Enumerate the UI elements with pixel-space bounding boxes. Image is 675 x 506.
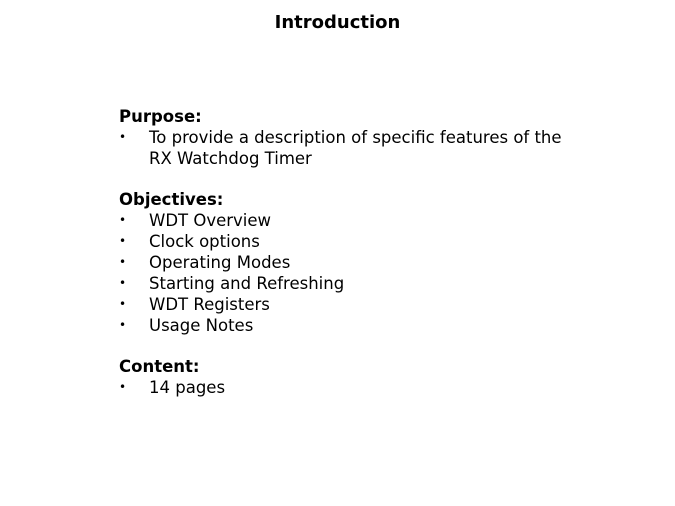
section-spacer [119, 336, 569, 356]
purpose-list [119, 127, 569, 169]
bullet-icon: • [119, 255, 127, 269]
content-heading: Content: [119, 357, 200, 376]
slide-title: Introduction [274, 12, 401, 33]
bullet-icon: • [119, 318, 127, 332]
slide-content [119, 106, 569, 398]
objective-item-text: Operating Modes [149, 253, 291, 272]
objectives-list [119, 210, 569, 336]
list-item [119, 273, 569, 294]
bullet-icon: • [119, 380, 127, 394]
objective-item-text: Starting and Refreshing [149, 274, 345, 293]
list-item [119, 294, 569, 315]
list-item [119, 252, 569, 273]
list-item [119, 377, 569, 398]
bullet-icon: • [119, 297, 127, 311]
purpose-item-text: To provide a description of specific features of the RX Watchdog Timer [149, 128, 562, 168]
list-item [119, 315, 569, 336]
bullet-icon: • [119, 130, 127, 144]
purpose-heading: Purpose: [119, 107, 202, 126]
objective-item-text: Usage Notes [149, 316, 254, 335]
bullet-icon: • [119, 234, 127, 248]
section-spacer [119, 169, 569, 189]
bullet-icon: • [119, 213, 127, 227]
list-item [119, 127, 569, 169]
content-item-text: 14 pages [149, 378, 226, 397]
bullet-icon: • [119, 276, 127, 290]
objectives-heading: Objectives: [119, 190, 224, 209]
content-list [119, 377, 569, 398]
objective-item-text: WDT Registers [149, 295, 270, 314]
objective-item-text: WDT Overview [149, 211, 272, 230]
list-item [119, 231, 569, 252]
list-item [119, 210, 569, 231]
objective-item-text: Clock options [149, 232, 260, 251]
